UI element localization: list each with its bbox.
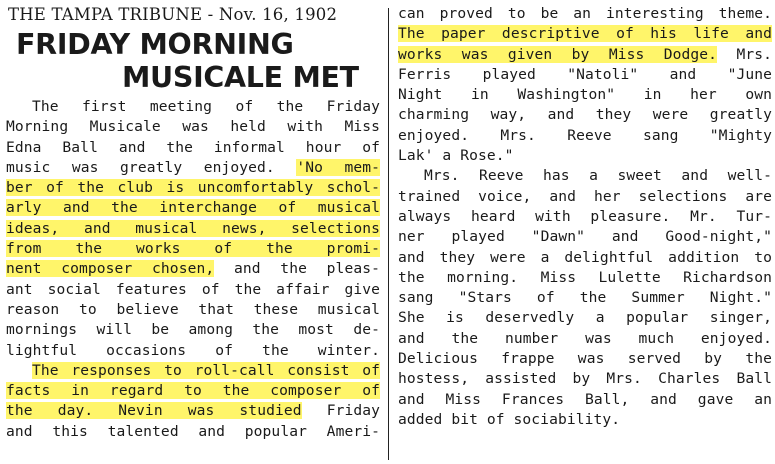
highlighted-text: The paper descriptive of his life and [398, 25, 772, 43]
left-column [6, 4, 380, 442]
highlighted-text: from the works of the promi- [6, 240, 380, 258]
text-line [6, 198, 380, 218]
text-line [6, 361, 380, 381]
headline-line-1: FRIDAY MORNING [16, 28, 294, 61]
text-line: always heard with pleasure. Mr. Tur- [398, 207, 772, 225]
text-line: Mrs. Reeve has a sweet and well- [424, 167, 772, 185]
left-article-body [6, 97, 380, 442]
text-line [6, 178, 380, 198]
text-line: Morning Musicale was held with Miss [6, 118, 380, 136]
text-line [398, 24, 772, 44]
text-line: and this talented and popular Ameri- [6, 422, 380, 440]
text-line: She is deservedly a popular singer, [398, 309, 772, 327]
right-article-body [398, 4, 772, 430]
text-line: sang "Stars of the Summer Night." [398, 289, 772, 307]
plain-text: music was greatly enjoyed. [6, 158, 297, 176]
text-line: added bit of sociability. [398, 410, 621, 428]
plain-text: Mrs. [736, 45, 772, 63]
text-line [6, 219, 380, 239]
highlighted-text: ber of the club is uncomfortably schol- [6, 179, 380, 197]
text-line: charming way, and they were greatly [398, 106, 772, 124]
text-line [398, 45, 772, 65]
text-line: and the number was much enjoyed. [398, 329, 772, 347]
text-line [6, 259, 380, 279]
highlighted-text: the day. Nevin was studied [6, 402, 302, 420]
text-line: ner played "Dawn" and Good-night," [398, 228, 772, 246]
highlighted-text: works was given by Miss Dodge. [398, 45, 718, 63]
text-line: Lak' a Rose." [398, 147, 514, 165]
highlighted-text: nent composer chosen, [6, 260, 215, 278]
text-line: Night in Washington" in her own [398, 86, 772, 104]
text-line: Edna Ball and the informal hour of [6, 138, 380, 156]
text-line: and Miss Frances Ball, and gave an [398, 390, 772, 408]
text-line [6, 401, 380, 421]
highlighted-text: arly and the interchange of musical [6, 199, 380, 217]
text-line: lightful occasions of the winter. [6, 341, 380, 359]
text-line [6, 158, 380, 178]
dateline: THE TAMPA TRIBUNE - Nov. 16, 1902 [8, 5, 338, 24]
text-line: and they were a delightful addition to [398, 248, 772, 266]
text-line: can proved to be an interesting theme. [398, 5, 772, 22]
plain-text: and the pleas- [233, 260, 380, 278]
text-line: The first meeting of the Friday [32, 98, 380, 115]
text-line: hostess, assisted by Mrs. Charles Ball [398, 370, 772, 388]
text-line: Ferris played "Natoli" and "June [398, 65, 772, 83]
headline-line-2: MUSICALE MET [122, 61, 359, 94]
text-line: ant social features of the affair give [6, 280, 380, 298]
text-line: Delicious frappe was served by the [398, 350, 772, 368]
plain-text: Friday [326, 402, 381, 420]
highlighted-text: The responses to roll-call consist of [32, 361, 380, 379]
highlighted-text: ideas, and musical news, selections [6, 219, 380, 237]
highlighted-text: facts in regard to the composer of [6, 382, 380, 400]
text-line: mornings will be among the most de- [6, 321, 380, 339]
text-line: the morning. Miss Lulette Richardson [398, 268, 772, 286]
text-line: trained voice, and her selections are [398, 187, 772, 205]
text-line: reason to believe that these musical [6, 300, 380, 318]
highlighted-text: 'No mem- [296, 158, 380, 176]
right-column [398, 4, 772, 430]
text-line [6, 381, 380, 401]
text-line [6, 239, 380, 259]
column-divider [388, 8, 389, 460]
text-line: enjoyed. Mrs. Reeve sang "Mighty [398, 126, 772, 144]
